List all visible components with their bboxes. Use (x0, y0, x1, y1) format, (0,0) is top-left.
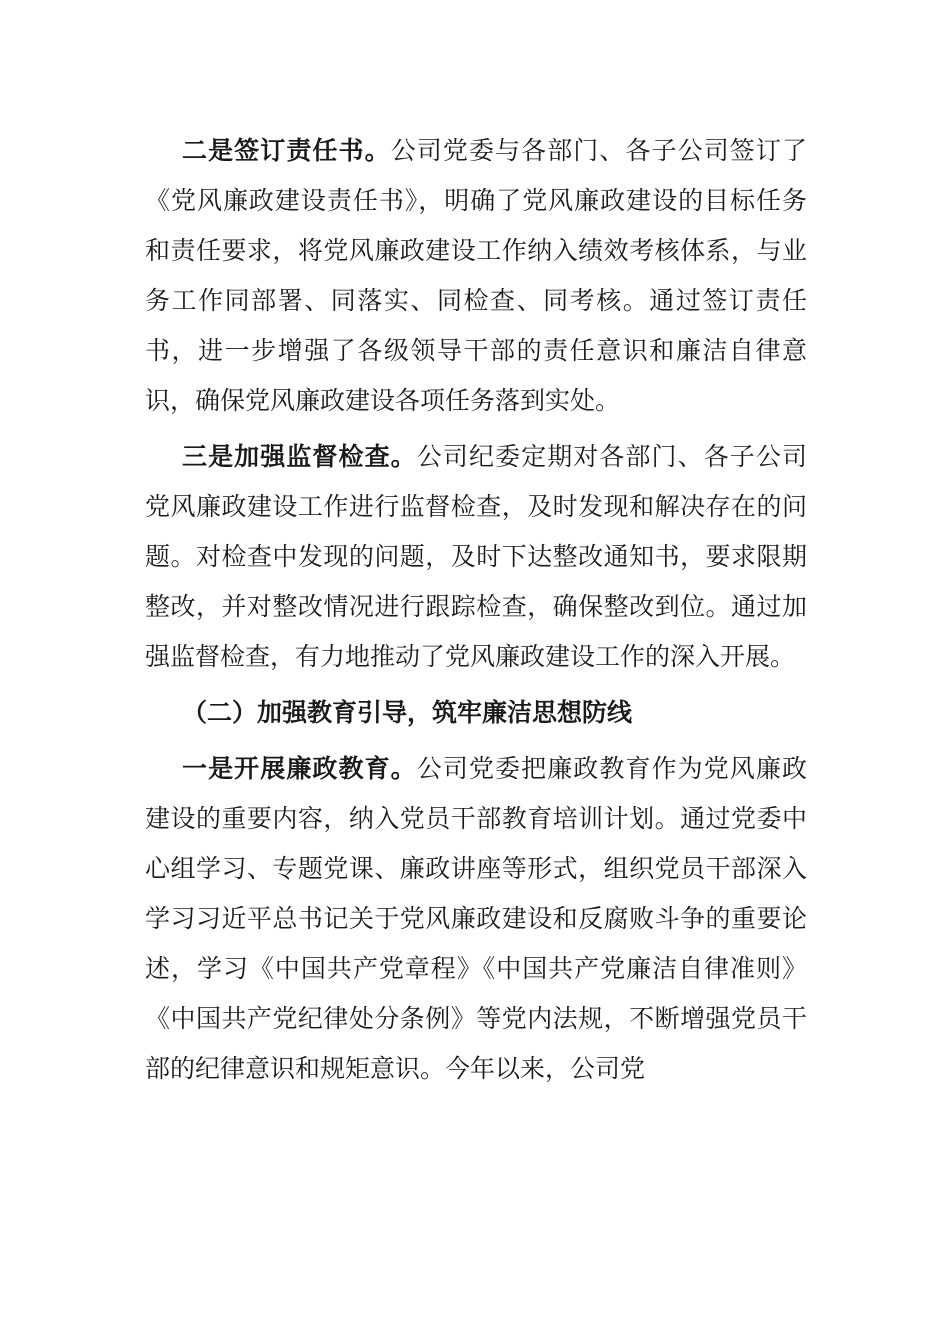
paragraph-text: 公司纪委定期对各部门、各子公司党风廉政建设工作进行监督检查，及时发现和解决存在的问题。对检查中发现的问题，及时下达整改通知书，要求限期整改，并对整改情况进行跟踪检查，确保整改到位。通过加强监督检查，有力地推动了党风廉政建设工作的深入开展。 (145, 442, 807, 671)
document-body (145, 126, 807, 1100)
paragraph-text: 公司党委把廉政教育作为党风廉政建设的重要内容，纳入党员干部教育培训计划。通过党委中心组学习、专题党课、廉政讲座等形式，组织党员干部深入学习习近平总书记关于党风廉政建设和反腐败斗争的重要论述，学习《中国共产党章程》《中国共产党廉洁自律准则》《中国共产党纪律处分条例》等党内法规，不断增强党员干部的纪律意识和规矩意识。今年以来，公司党 (145, 754, 807, 1083)
paragraph-integrity-education (145, 744, 807, 1094)
paragraph-lead: 三是加强监督检查。 (182, 442, 417, 471)
section-heading: （二）加强教育引导，筑牢廉洁思想防线 (182, 698, 633, 727)
paragraph-sign-responsibility (145, 126, 807, 426)
paragraph-supervision (145, 432, 807, 682)
paragraph-text: 公司党委与各部门、各子公司签订了《党风廉政建设责任书》，明确了党风廉政建设的目标任务和责任要求，将党风廉政建设工作纳入绩效考核体系，与业务工作同部署、同落实、同检查、同考核。通过签订责任书，进一步增强了各级领导干部的责任意识和廉洁自律意识，确保党风廉政建设各项任务落到实处。 (145, 136, 807, 415)
paragraph-lead: 一是开展廉政教育。 (182, 754, 417, 783)
paragraph-lead: 二是签订责任书。 (182, 136, 391, 165)
